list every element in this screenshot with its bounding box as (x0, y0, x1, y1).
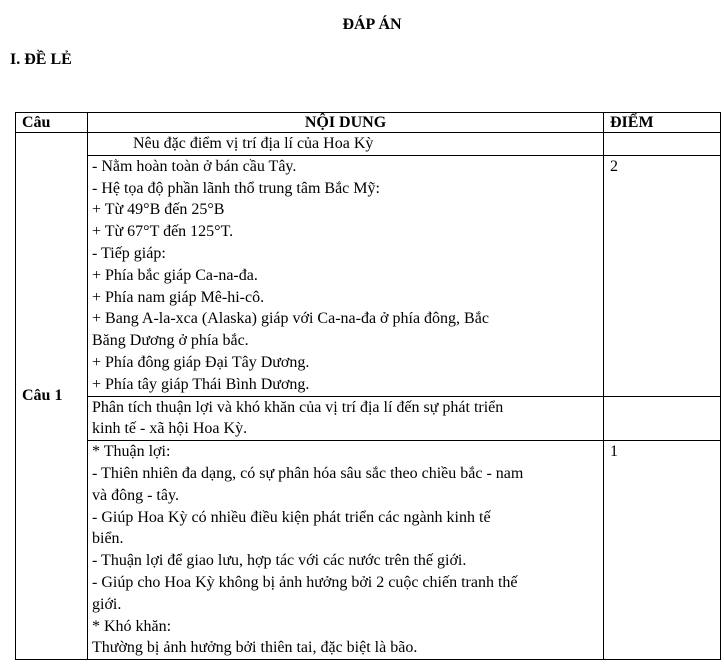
content-line: Phân tích thuận lợi và khó khăn của vị trí địa lí đến sự phát triển (92, 398, 504, 416)
content-line: + Từ 49°B đến 25°B (92, 201, 225, 219)
content-line: Băng Dương ở phía bắc. (92, 332, 249, 350)
header-noi-dung: NỘI DUNG (88, 113, 604, 133)
row-content (88, 441, 604, 660)
row-score (604, 133, 721, 156)
answer-table (15, 112, 721, 660)
content-line: * Khó khăn: (92, 617, 172, 635)
table-row (16, 441, 721, 660)
content-line: - Giúp Hoa Kỳ có nhiều điều kiện phát triển các ngành kinh tế (92, 508, 491, 526)
header-diem: ĐIỂM (604, 113, 721, 133)
table-row (16, 155, 721, 396)
row-content (88, 396, 604, 441)
content-line: và đông - tây. (92, 486, 179, 504)
row-content (88, 155, 604, 396)
content-line: + Bang A-la-xca (Alaska) giáp với Ca-na-đa ở phía đông, Bắc (92, 310, 489, 328)
content-line: - Nằm hoàn toàn ở bán cầu Tây. (92, 157, 297, 175)
row-score: 1 (604, 441, 721, 660)
row-score (604, 396, 721, 441)
content-line: biển. (92, 530, 124, 548)
content-line: + Phía bắc giáp Ca-na-đa. (92, 266, 258, 284)
header-cau: Câu (16, 113, 88, 133)
content-line: kinh tế - xã hội Hoa Kỳ. (92, 420, 248, 438)
table-row (16, 133, 721, 156)
question-label: Câu 1 (16, 133, 88, 660)
document-title: ĐÁP ÁN (342, 16, 402, 33)
content-line: Thường bị ảnh hưởng bởi thiên tai, đặc biệt là bão. (92, 639, 418, 657)
content-line: - Hệ tọa độ phần lãnh thổ trung tâm Bắc Mỹ: (92, 179, 380, 197)
content-line: + Từ 67°T đến 125°T. (92, 223, 234, 241)
table-row (16, 396, 721, 441)
content-line: Nêu đặc điểm vị trí địa lí của Hoa Kỳ (133, 135, 374, 152)
section-title: I. ĐỀ LẺ (10, 51, 72, 68)
content-line: - Thuận lợi để giao lưu, hợp tác với các nước trên thế giới. (92, 552, 467, 570)
content-line: + Phía đông giáp Đại Tây Dương. (92, 353, 310, 371)
content-line: * Thuận lợi: (92, 443, 171, 461)
content-line: giới. (92, 595, 122, 613)
row-content (88, 133, 604, 156)
row-score: 2 (604, 155, 721, 396)
content-line: - Thiên nhiên đa dạng, có sự phân hóa sâu sắc theo chiều bắc - nam (92, 464, 524, 482)
content-line: + Phía tây giáp Thái Bình Dương. (92, 375, 310, 393)
table-header-row (16, 113, 721, 133)
content-line: - Tiếp giáp: (92, 244, 166, 262)
content-line: + Phía nam giáp Mê-hi-cô. (92, 288, 265, 306)
content-line: - Giúp cho Hoa Kỳ không bị ảnh hưởng bởi 2 cuộc chiến tranh thế (92, 573, 518, 591)
